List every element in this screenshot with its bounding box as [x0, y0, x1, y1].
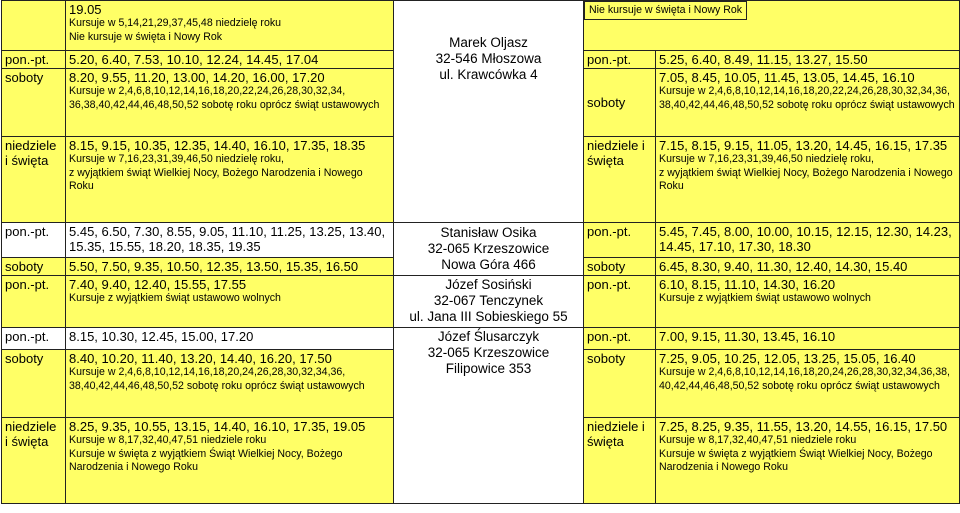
- note: Kursuje w 2,4,6,8,10,12,14,16,18,20,24,26,28,30,32,34,36, 38,40,42,44,46,48,50,52 sobotę roku oprócz świąt ustawowych: [69, 366, 365, 392]
- left-times: 8.25, 9.35, 10.55, 13.15, 14.40, 16.10, 17.35, 19.05 Kursuje w 8,17,32,40,47,51 niedziele roku Kursuje w święta z wyjątkiem Świąt Wielkiej Nocy, Bożego Narodzenia i Nowego Roku: [66, 418, 394, 504]
- note: Kursuje w 8,17,32,40,47,51 niedziele roku: [659, 434, 857, 446]
- right-times: 7.25, 9.05, 10.25, 12.05, 13.25, 15.05, 16.40 Kursuje w 2,4,6,8,10,12,14,16,18,20,24,26,28,30,32,34,36,38, 40,42,44,46,48,50,52 sobotę roku oprócz świąt ustawowych: [656, 350, 960, 418]
- right-day: pon.-pt.: [584, 51, 656, 69]
- operator-jozef-sosinski: [394, 276, 584, 328]
- left-day: [2, 1, 66, 51]
- left-times: 8.40, 10.20, 11.40, 13.20, 14.40, 16.20, 17.50 Kursuje w 2,4,6,8,10,12,14,16,18,20,24,26,28,30,32,34,36, 38,40,42,44,46,48,50,52 sobotę roku oprócz świąt ustawowych: [66, 350, 394, 418]
- left-day: pon.-pt.: [2, 328, 66, 350]
- left-day: pon.-pt.: [2, 223, 66, 258]
- right-day: soboty: [584, 258, 656, 276]
- note: Kursuje w święta z wyjątkiem Świąt Wielkiej Nocy, Bożego Narodzenia i Nowego Roku: [69, 447, 343, 473]
- operator-postcode: 32-065 Krzeszowice: [427, 345, 550, 360]
- operator-name: Marek Oljasz: [449, 34, 528, 50]
- operator-address: Nowa Góra 466: [441, 257, 536, 272]
- right-times: 7.25, 8.25, 9.35, 11.55, 13.20, 14.55, 16.15, 17.50 Kursuje w 8,17,32,40,47,51 niedziele roku Kursuje w święta z wyjątkiem Świąt Wielkiej Nocy, Bożego Narodzenia i Nowego Roku: [656, 418, 960, 504]
- right-day: soboty: [584, 350, 656, 418]
- right-header: [584, 1, 960, 51]
- left-day: soboty: [2, 69, 66, 137]
- left-day: soboty: [2, 258, 66, 276]
- left-day: soboty: [2, 350, 66, 418]
- right-day: pon.-pt.: [584, 328, 656, 350]
- operator-name: Józef Sosiński: [445, 277, 532, 292]
- operator-stanislaw: [394, 223, 584, 276]
- operator-address: Filipowice 353: [445, 361, 532, 376]
- operator-name: Józef Ślusarczyk: [437, 329, 540, 344]
- left-day: niedziele i święta: [2, 418, 66, 504]
- note: z wyjątkiem świąt Wielkiej Nocy, Bożego Narodzenia i Nowego Roku: [69, 166, 363, 192]
- operator-postcode: 32-546 Młoszowa: [435, 50, 542, 66]
- right-day: pon.-pt.: [584, 223, 656, 258]
- operator-marek: [394, 34, 584, 223]
- left-times: 5.20, 6.40, 7.53, 10.10, 12.24, 14.45, 17.04: [66, 51, 394, 69]
- right-times: 6.10, 8.15, 11.10, 14.30, 16.20 Kursuje z wyjątkiem świąt ustawowo wolnych: [656, 276, 960, 328]
- right-times: 5.45, 7.45, 8.00, 10.00, 10.15, 12.15, 12.30, 14.23, 14.45, 17.10, 17.30, 18.30: [656, 223, 960, 258]
- right-day: pon.-pt.: [584, 276, 656, 328]
- operator-address: ul. Krawcówka 4: [439, 66, 538, 82]
- left-times: 5.50, 7.50, 9.35, 10.50, 12.35, 13.50, 15.35, 16.50: [66, 258, 394, 276]
- right-day: niedziele i święta: [584, 418, 656, 504]
- note: Kursuje w 2,4,6,8,10,12,14,16,18,20,24,26,28,30,32,34,36,38, 40,42,44,46,48,50,52 sobotę roku oprócz świąt ustawowych: [659, 366, 950, 392]
- note: Nie kursuje w święta i Nowy Rok: [69, 30, 223, 43]
- note: Kursuje z wyjątkiem świąt ustawowo wolnych: [69, 292, 281, 304]
- left-day: pon.-pt.: [2, 51, 66, 69]
- right-day: niedziele i święta: [584, 137, 656, 223]
- operator-name: Stanisław Osika: [440, 225, 537, 240]
- timetable: [1, 0, 960, 504]
- right-times: 5.25, 6.40, 8.49, 11.15, 13.27, 15.50: [656, 51, 960, 69]
- note: Kursuje w 2,4,6,8,10,12,14,16,18,20,22,24,26,28,30,32,34,36, 38,40,42,44,46,48,50,52 sobotę roku oprócz świąt ustawowych: [659, 85, 955, 111]
- right-times: 7.05, 8.45, 10.05, 11.45, 13.05, 14.45, 16.10 Kursuje w 2,4,6,8,10,12,14,16,18,20,22,24,26,28,30,32,34,36, 38,40,42,44,46,48,50,52 sobotę roku oprócz świąt ustawowych: [656, 69, 960, 137]
- note: Nie kursuje w święta i Nowy Rok: [584, 1, 747, 20]
- left-times: 7.40, 9.40, 12.40, 15.55, 17.55 Kursuje z wyjątkiem świąt ustawowo wolnych: [66, 276, 394, 328]
- operator-address: ul. Jana III Sobieskiego 55: [409, 309, 568, 324]
- note: Kursuje w 5,14,21,29,37,45,48 niedzielę roku: [69, 17, 282, 29]
- operator-postcode: 32-067 Tenczynek: [433, 293, 544, 308]
- right-times: 6.45, 8.30, 9.40, 11.30, 12.40, 14.30, 15.40: [656, 258, 960, 276]
- left-times: 8.15, 9.15, 10.35, 12.35, 14.40, 16.10, 17.35, 18.35 Kursuje w 7,16,23,31,39,46,50 niedzielę roku, z wyjątkiem świąt Wielkiej Nocy, Bożego Narodzenia i Nowego Roku: [66, 137, 394, 223]
- left-times: 19.05 Kursuje w 5,14,21,29,37,45,48 niedzielę roku Nie kursuje w święta i Nowy Rok: [66, 1, 394, 51]
- note: Kursuje w 2,4,6,8,10,12,14,16,18,20,22,24,26,28,30,32,34, 36,38,40,42,44,46,48,50,52 sobotę roku oprócz świąt ustawowych: [69, 85, 380, 111]
- left-times: 5.45, 6.50, 7.30, 8.55, 9.05, 11.10, 11.25, 13.25, 13.40, 15.35, 15.55, 18.20, 18.35, 19.35: [66, 223, 394, 258]
- right-times: 7.00, 9.15, 11.30, 13.45, 16.10: [656, 328, 960, 350]
- right-day: soboty: [584, 69, 656, 137]
- note: z wyjątkiem świąt Wielkiej Nocy, Bożego Narodzenia i Nowego Roku: [659, 166, 953, 192]
- note: Kursuje w 7,16,23,31,39,46,50 niedzielę roku,: [659, 153, 874, 165]
- left-times: 8.20, 9.55, 11.20, 13.00, 14.20, 16.00, 17.20 Kursuje w 2,4,6,8,10,12,14,16,18,20,22,24,26,28,30,32,34, 36,38,40,42,44,46,48,50,52 sobotę roku oprócz świąt ustawowych: [66, 69, 394, 137]
- note: Kursuje z wyjątkiem świąt ustawowo wolnych: [659, 292, 871, 304]
- note: Kursuje w 7,16,23,31,39,46,50 niedzielę roku,: [69, 153, 284, 165]
- note: Kursuje w 8,17,32,40,47,51 niedziele roku: [69, 434, 267, 446]
- operator-postcode: 32-065 Krzeszowice: [427, 241, 550, 256]
- right-times: 7.15, 8.15, 9.15, 11.05, 13.20, 14.45, 16.15, 17.35 Kursuje w 7,16,23,31,39,46,50 niedzielę roku, z wyjątkiem świąt Wielkiej Nocy, Bożego Narodzenia i Nowego Roku: [656, 137, 960, 223]
- left-times: 8.15, 10.30, 12.45, 15.00, 17.20: [66, 328, 394, 350]
- left-day: pon.-pt.: [2, 276, 66, 328]
- note: Kursuje w święta z wyjątkiem Świąt Wielkiej Nocy, Bożego Narodzenia i Nowego Roku: [659, 447, 933, 473]
- left-day: niedziele i święta: [2, 137, 66, 223]
- operator-jozef-slusarczyk: [394, 328, 584, 504]
